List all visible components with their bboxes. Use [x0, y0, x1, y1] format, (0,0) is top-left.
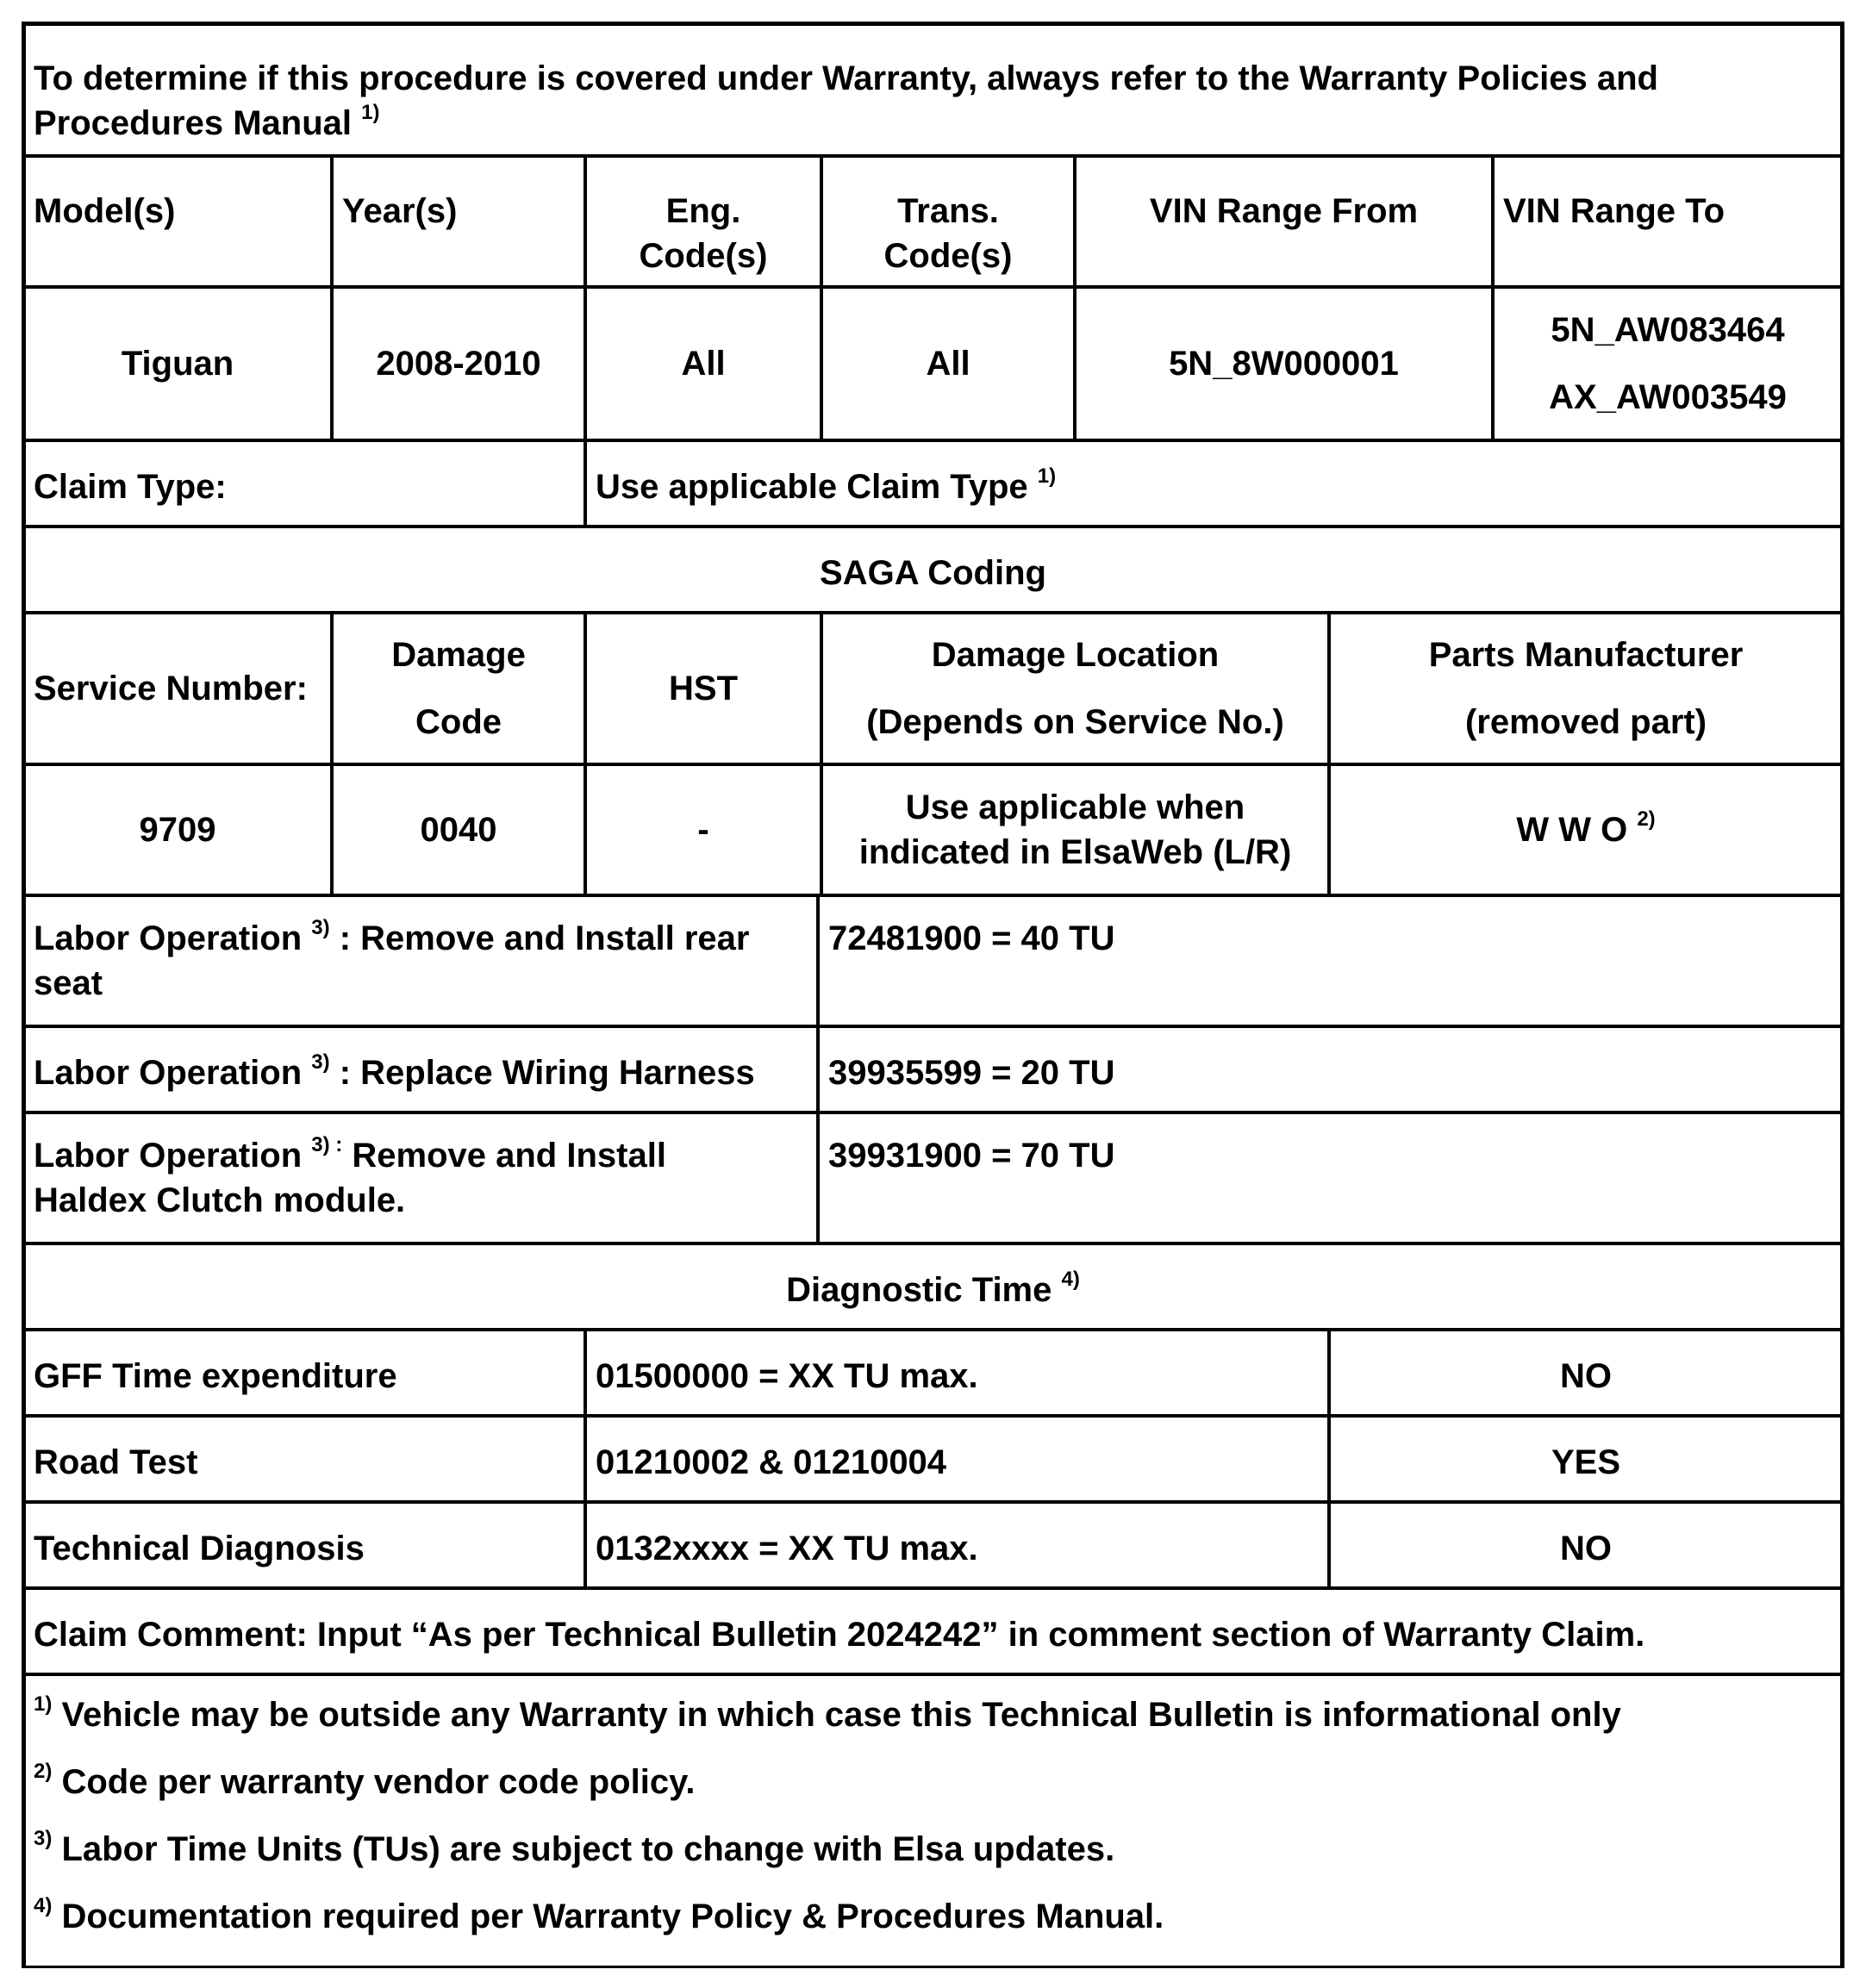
saga-title: SAGA Coding: [22, 525, 1844, 614]
vehicle-eng-code: All: [584, 285, 823, 442]
header-vin-from: VIN Range From: [1073, 154, 1495, 289]
saga-header-service-number: Service Number:: [22, 611, 334, 766]
diagnostic-row-3-label: Technical Diagnosis: [22, 1500, 587, 1590]
header-eng-code: Eng. Code(s): [584, 154, 823, 289]
claim-type-note-ref: 1): [1037, 464, 1057, 488]
parts-mfr-note-ref: 2): [1637, 807, 1656, 831]
vehicle-trans-code: All: [820, 285, 1077, 442]
footnote-2: $^{2)}$ Code per warranty vendor code policy.: [34, 1760, 696, 1801]
footnote-1: $^{1)}$ Vehicle may be outside any Warranty in which case this Technical Bulletin is informational only: [34, 1692, 1621, 1734]
saga-header-parts-manufacturer: Parts Manufacturer (removed part): [1327, 611, 1844, 766]
saga-parts-manufacturer: W W O $^{2)}$: [1327, 763, 1844, 897]
warranty-table: [23, 23, 1843, 1968]
vin-to-line-1: 5N_AW083464: [1551, 311, 1785, 349]
diagnostic-row-2-value: YES: [1327, 1414, 1844, 1504]
diagnostic-row-1-label: GFF Time expenditure: [22, 1328, 587, 1418]
header-trans-code: Trans. Code(s): [820, 154, 1077, 289]
intro-note-ref: 1): [361, 101, 380, 124]
labor-op-2-code: 39935599 = 20 TU: [816, 1025, 1844, 1114]
vehicle-years: 2008-2010: [330, 285, 587, 442]
footnote-3: $^{3)}$ Labor Time Units (TUs) are subject to change with Elsa updates.: [34, 1827, 1115, 1868]
claim-comment: Claim Comment: Input “As per Technical Bulletin 2024242” in comment section of Warranty Claim.: [22, 1586, 1844, 1676]
diagnostic-row-3-code: 0132xxxx = XX TU max.: [584, 1500, 1331, 1590]
header-models: Model(s): [22, 154, 334, 289]
vehicle-vin-to: [1491, 285, 1844, 442]
saga-damage-location: Use applicable when indicated in ElsaWeb (L/R): [820, 763, 1331, 897]
header-years: Year(s): [330, 154, 587, 289]
diagnostic-title: Diagnostic Time $^{4)}$: [22, 1242, 1844, 1331]
saga-header-damage-location: Damage Location (Depends on Service No.): [820, 611, 1331, 766]
intro-text: To determine if this procedure is covered under Warranty, always refer to the Warranty Policies and Procedures Manual $^{1)}$: [34, 59, 1658, 142]
labor-op-1-code: 72481900 = 40 TU: [816, 894, 1844, 1028]
vehicle-model: Tiguan: [22, 285, 334, 442]
saga-hst: -: [584, 763, 823, 897]
labor-op-3-code: 39931900 = 70 TU: [816, 1111, 1844, 1245]
claim-type-value: Use applicable Claim Type $^{1)}$: [584, 439, 1844, 528]
labor-op-1-description: Labor Operation $^{3)}$ : Remove and Install rear seat: [22, 894, 820, 1028]
footnotes: [22, 1673, 1844, 1968]
labor-op-3-description: Labor Operation $^{3) :}$ Remove and Install Haldex Clutch module.: [22, 1111, 820, 1245]
vehicle-vin-from: 5N_8W000001: [1073, 285, 1495, 442]
saga-header-damage-code: Damage Code: [330, 611, 587, 766]
diagnostic-row-1-value: NO: [1327, 1328, 1844, 1418]
diagnostic-row-1-code: 01500000 = XX TU max.: [584, 1328, 1331, 1418]
header-vin-to: VIN Range To: [1491, 154, 1844, 289]
diagnostic-note-ref: 4): [1061, 1268, 1080, 1291]
diagnostic-row-2-code: 01210002 & 01210004: [584, 1414, 1331, 1504]
saga-service-number: 9709: [22, 763, 334, 897]
labor-op-2-description: Labor Operation $^{3)}$ : Replace Wiring Harness: [22, 1025, 820, 1114]
saga-header-hst: HST: [584, 611, 823, 766]
saga-damage-code: 0040: [330, 763, 587, 897]
diagnostic-row-3-value: NO: [1327, 1500, 1844, 1590]
vin-to-line-2: AX_AW003549: [1549, 378, 1787, 416]
diagnostic-row-2-label: Road Test: [22, 1414, 587, 1504]
intro-cell: [22, 22, 1844, 158]
claim-type-label: Claim Type:: [22, 439, 587, 528]
footnote-4: $^{4)}$ Documentation required per Warranty Policy & Procedures Manual.: [34, 1894, 1164, 1935]
